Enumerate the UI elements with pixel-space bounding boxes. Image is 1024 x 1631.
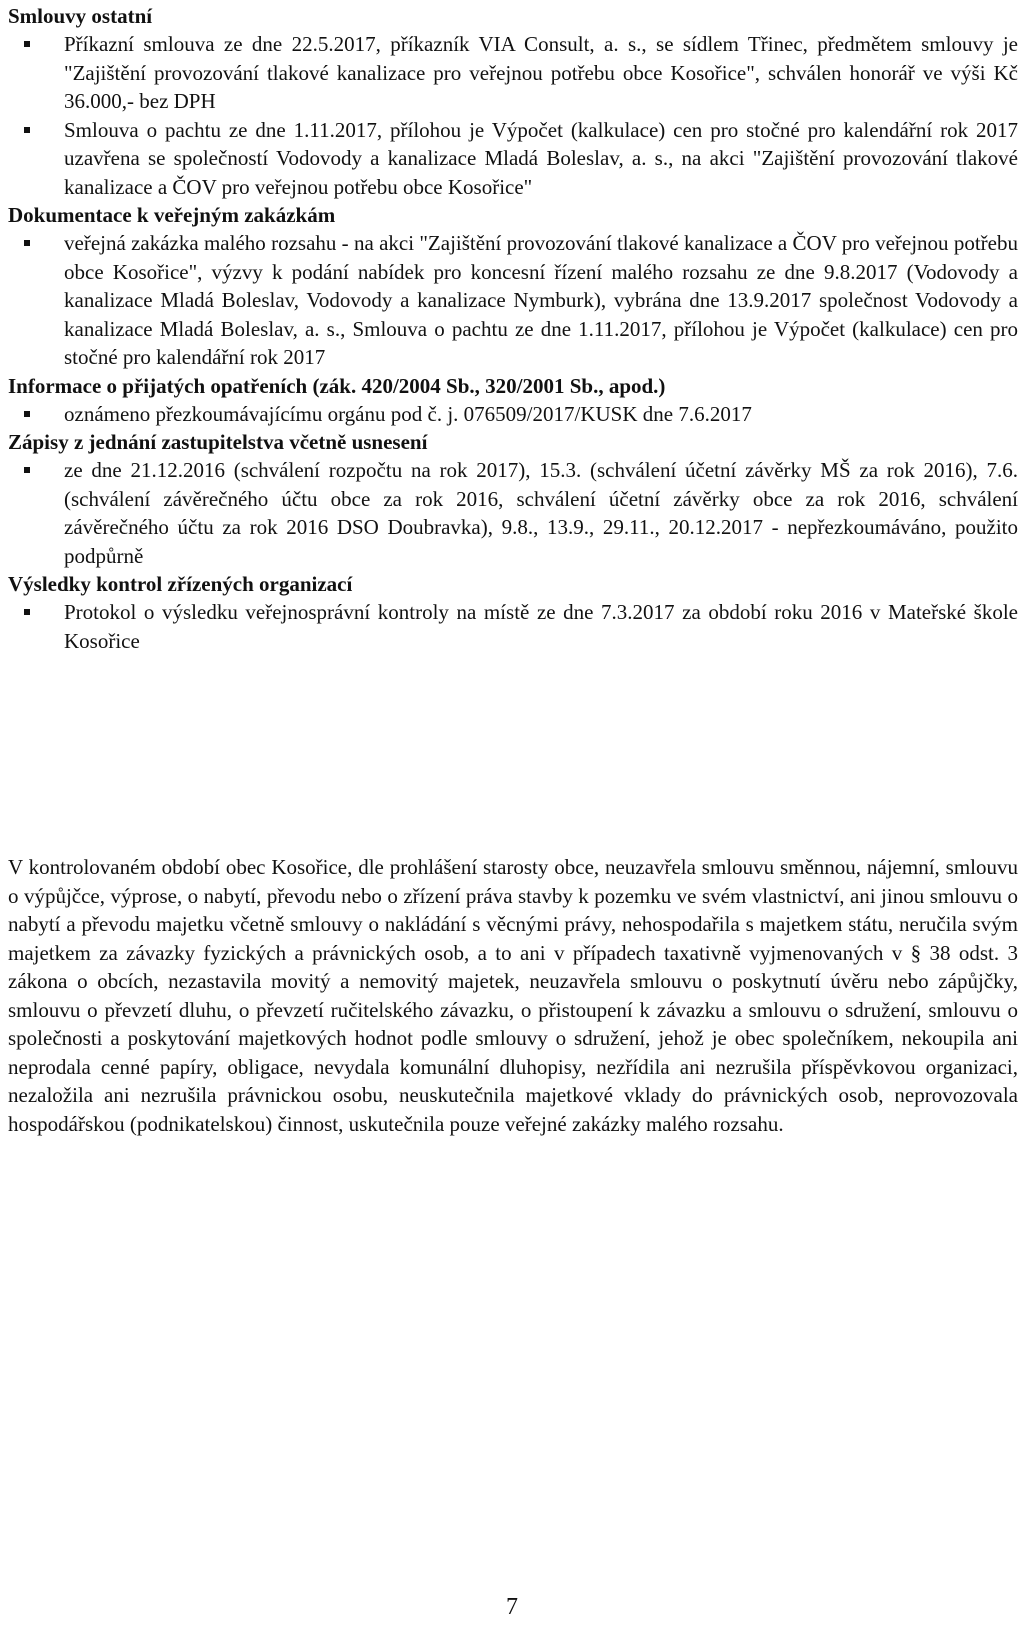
list-item-text: oznámeno přezkoumávajícímu orgánu pod č. j. 076509/2017/KUSK dne 7.6.2017 — [64, 401, 752, 426]
list-item — [8, 598, 1018, 655]
section-smlouvy-ostatni — [8, 2, 1018, 201]
list-item-text: Protokol o výsledku veřejnosprávní kontroly na místě ze dne 7.3.2017 za období roku 2016 v Mateřské škole Kosořice — [64, 600, 1018, 653]
list-item-text: Smlouva o pachtu ze dne 1.11.2017, přílohou je Výpočet (kalkulace) cen pro stočné pro kalendářní rok 2017 uzavřena se společností Vodovody a kanalizace Mladá Boleslav, a. s., na akci "Zajištění provozování tlakové kanalizace a ČOV pro veřejnou potřebu obce Kosořice" — [64, 117, 1018, 199]
section-dokumentace-zakazky — [8, 201, 1018, 372]
bullet-list — [8, 456, 1018, 570]
list-item-text: Příkazní smlouva ze dne 22.5.2017, příkazník VIA Consult, a. s., se sídlem Třinec, předmětem smlouvy je "Zajištění provozování tlakové kanalizace pro veřejnou potřebu obce Kosořice", schválen honorář ve výši Kč 36.000,- bez DPH — [64, 32, 1018, 113]
bullet-icon — [24, 127, 30, 133]
list-item — [8, 229, 1018, 372]
list-item-text: ze dne 21.12.2016 (schválení rozpočtu na rok 2017), 15.3. (schválení účetní závěrky MŠ za rok 2016), 7.6. (schválení závěrečného účtu obce za rok 2016, schválení účetní závěrky obce za rok 2016, schválení závěrečného účtu za rok 2016 DSO Doubravka), 9.8., 13.9., 29.11., 20.12.2017 - nepřezkoumáváno, použito podpůrně — [64, 458, 1018, 568]
bullet-list — [8, 400, 1018, 429]
section-vysledky-kontrol — [8, 570, 1018, 655]
bullet-icon — [24, 467, 30, 473]
section-heading: Smlouvy ostatní — [8, 4, 153, 28]
list-item — [8, 400, 1018, 429]
list-item — [8, 456, 1018, 570]
list-item — [8, 116, 1018, 202]
bullet-list — [8, 229, 1018, 372]
section-heading: Dokumentace k veřejným zakázkám — [8, 203, 336, 227]
bullet-list — [8, 598, 1018, 655]
section-heading: Zápisy z jednání zastupitelstva včetně usnesení — [8, 430, 428, 454]
bullet-list — [8, 30, 1018, 201]
section-informace-opatreni — [8, 372, 1018, 429]
section-heading: Výsledky kontrol zřízených organizací — [8, 572, 353, 596]
section-zapisy-zastupitelstva — [8, 428, 1018, 570]
bullet-icon — [24, 41, 30, 47]
bullet-icon — [24, 411, 30, 417]
page-number: 7 — [506, 1594, 518, 1620]
bullet-icon — [24, 240, 30, 246]
list-item — [8, 30, 1018, 116]
bullet-icon — [24, 609, 30, 615]
document-sections — [8, 2, 1018, 655]
section-heading: Informace o přijatých opatřeních (zák. 420/2004 Sb., 320/2001 Sb., apod.) — [8, 373, 666, 398]
list-item-text: veřejná zakázka malého rozsahu - na akci "Zajištění provozování tlakové kanalizace a ČOV pro veřejnou potřebu obce Kosořice", výzvy k podání nabídek pro koncesní řízení malého rozsahu ze dne 9.8.2017 (Vodovody a kanalizace Mladá Boleslav, Vodovody a kanalizace Nymburk), vybrána dne 13.9.2017 společnost Vodovody a kanalizace Mladá Boleslav, a. s., Smlouva o pachtu ze dne 1.11.2017, přílohou je Výpočet (kalkulace) cen pro stočné pro kalendářní rok 2017 — [64, 231, 1018, 369]
body-paragraph: V kontrolovaném období obec Kosořice, dle prohlášení starosty obce, neuzavřela smlouvu směnnou, nájemní, smlouvu o výpůjčce, výprose, o nabytí, převodu nebo o zřízení práva stavby k pozemku ve svém vlastnictví, ani jinou smlouvu o nabytí a převodu majetku včetně smlouvy o nakládání s věcnými právy, nehospodařila s majetkem státu, neručila svým majetkem za závazky fyzických a právnických osob, a to ani v případech taxativně vyjmenovaných v § 38 odst. 3 zákona o obcích, nezastavila movitý a nemovitý majetek, neuzavřela smlouvu o poskytnutí úvěru nebo zápůjčky, smlouvu o převzetí dluhu, o převzetí ručitelského závazku, o přistoupení k závazku a smlouvu o sdružení, smlouvu o společnosti a poskytování majetkových hodnot podle smlouvy o sdružení, jehož je obec společníkem, nekoupila ani neprodala cenné papíry, obligace, nevydala komunální dluhopisy, nezřídila ani nezrušila příspěvkovou organizaci, nezaložila ani nezrušila právnickou osobu, neuskutečnila majetkové vklady do právnických osob, neprovozovala hospodářskou (podnikatelskou) činnost, uskutečnila pouze veřejné zakázky malého rozsahu. — [8, 855, 1018, 1136]
